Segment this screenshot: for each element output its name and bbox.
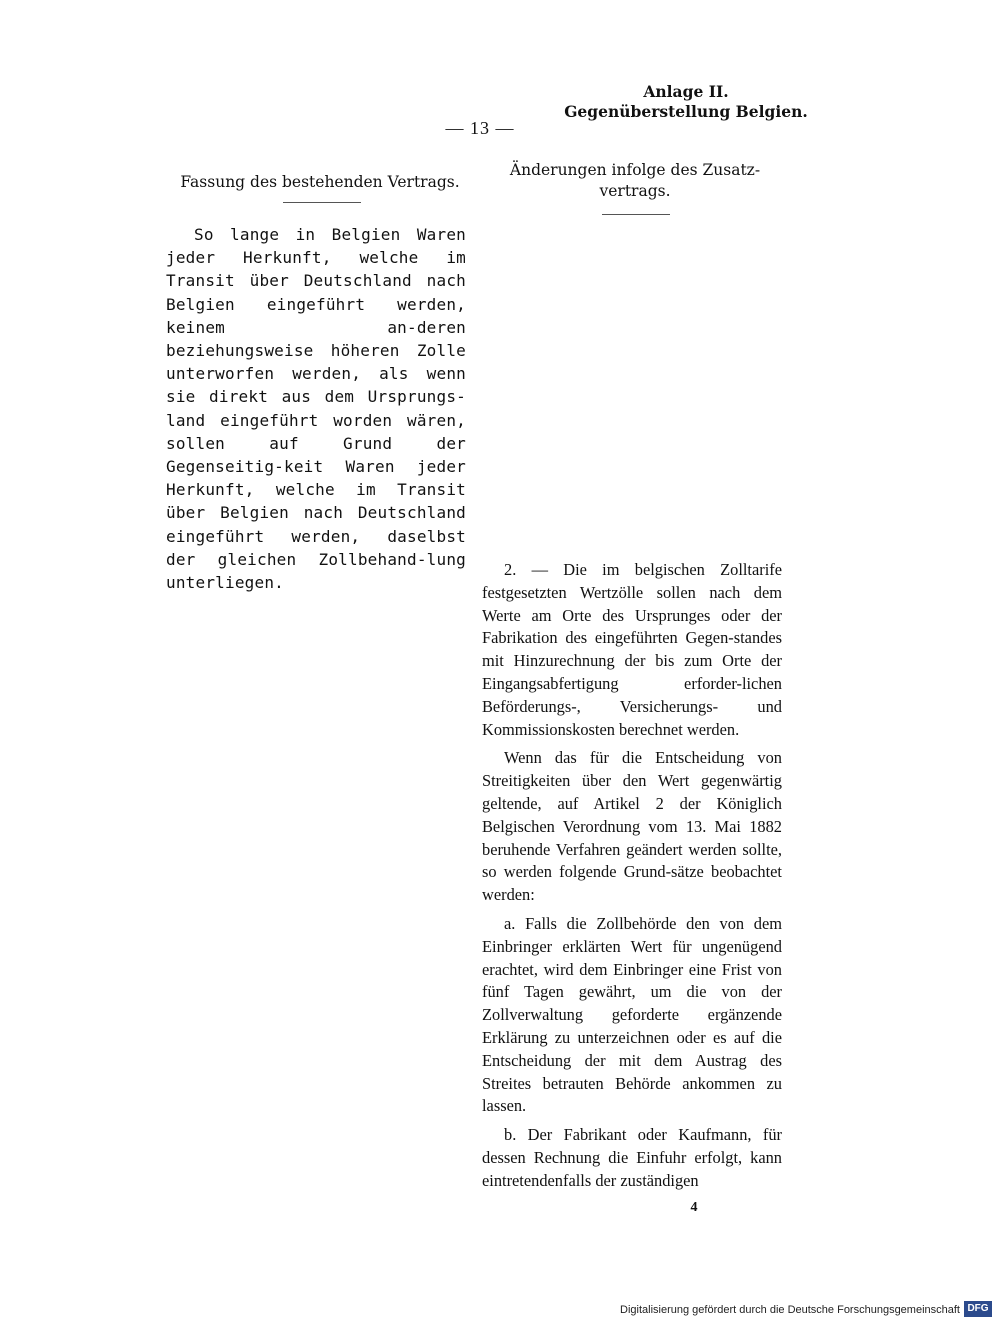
right-column-text [482,559,782,1199]
signature-mark: 4 [690,1200,698,1215]
right-paragraph-2: Wenn das für die Entscheidung von Streitigkeiten über den Wert gegenwärtig geltende, auf Artikel 2 der Königlich Belgischen Verordnung vom 13. Mai 1882 beruhende Verfahren geändert werden sollte, so werden folgende Grund-sätze beobachtet werden: [482,748,782,905]
left-column-heading: Fassung des bestehenden Vertrags. [180,173,460,191]
annex-label: Anlage II. [643,82,729,101]
right-paragraph-4: b. Der Fabrikant oder Kaufmann, für dessen Rechnung die Einfuhr erfolgt, kann eintretendenfalls der zuständigen [482,1125,782,1190]
left-heading-divider [283,202,361,203]
dfg-logo: DFG [964,1301,992,1317]
right-paragraph-1: 2. — Die im belgischen Zolltarife festgesetzten Wertzölle sollen nach dem Werte am Orte des Ursprunges oder der Fabrikation des eingeführten Gegen-standes mit Hinzurechnung der bis zum Orte der Eingangsabfertigung erforder-lichen Beförderungs-, Versicherungs- und Kommissionskosten berechnet werden. [482,560,782,739]
annex-subtitle: Gegenüberstellung Belgien. [564,102,808,121]
left-column-text [166,223,466,594]
right-paragraph-3: a. Falls die Zollbehörde den von dem Einbringer erklärten Wert für ungenügend erachtet, wird dem Einbringer eine Frist von fünf Tagen gewährt, um die von der Zollverwaltung geforderte ergänzende Erklärung zu unterzeichnen oder es auf die Entscheidung der mit dem Austrag des Streites betrauten Behörde ankommen zu lassen. [482,913,782,1116]
page-number: — 13 — [445,118,515,138]
right-heading-divider [602,214,670,215]
right-column-heading: Änderungen infolge des Zusatz-vertrags. [509,161,761,200]
left-paragraph: So lange in Belgien Waren jeder Herkunft, welche im Transit über Deutschland nach Belgien eingeführt werden, keinem an-deren beziehungsweise höheren Zolle unterworfen werden, als wenn sie direkt aus dem Ursprungs-land eingeführt worden wären, sollen auf Grund der Gegenseitig-keit Waren jeder Herkunft, welche im Transit über Belgien nach Deutschland eingeführt werden, daselbst der gleichen Zollbehand-lung unterliegen. [166,225,466,593]
footer-credit: Digitalisierung gefördert durch die Deutsche Forschungsgemeinschaft [620,1304,960,1316]
annex-title [540,82,832,122]
